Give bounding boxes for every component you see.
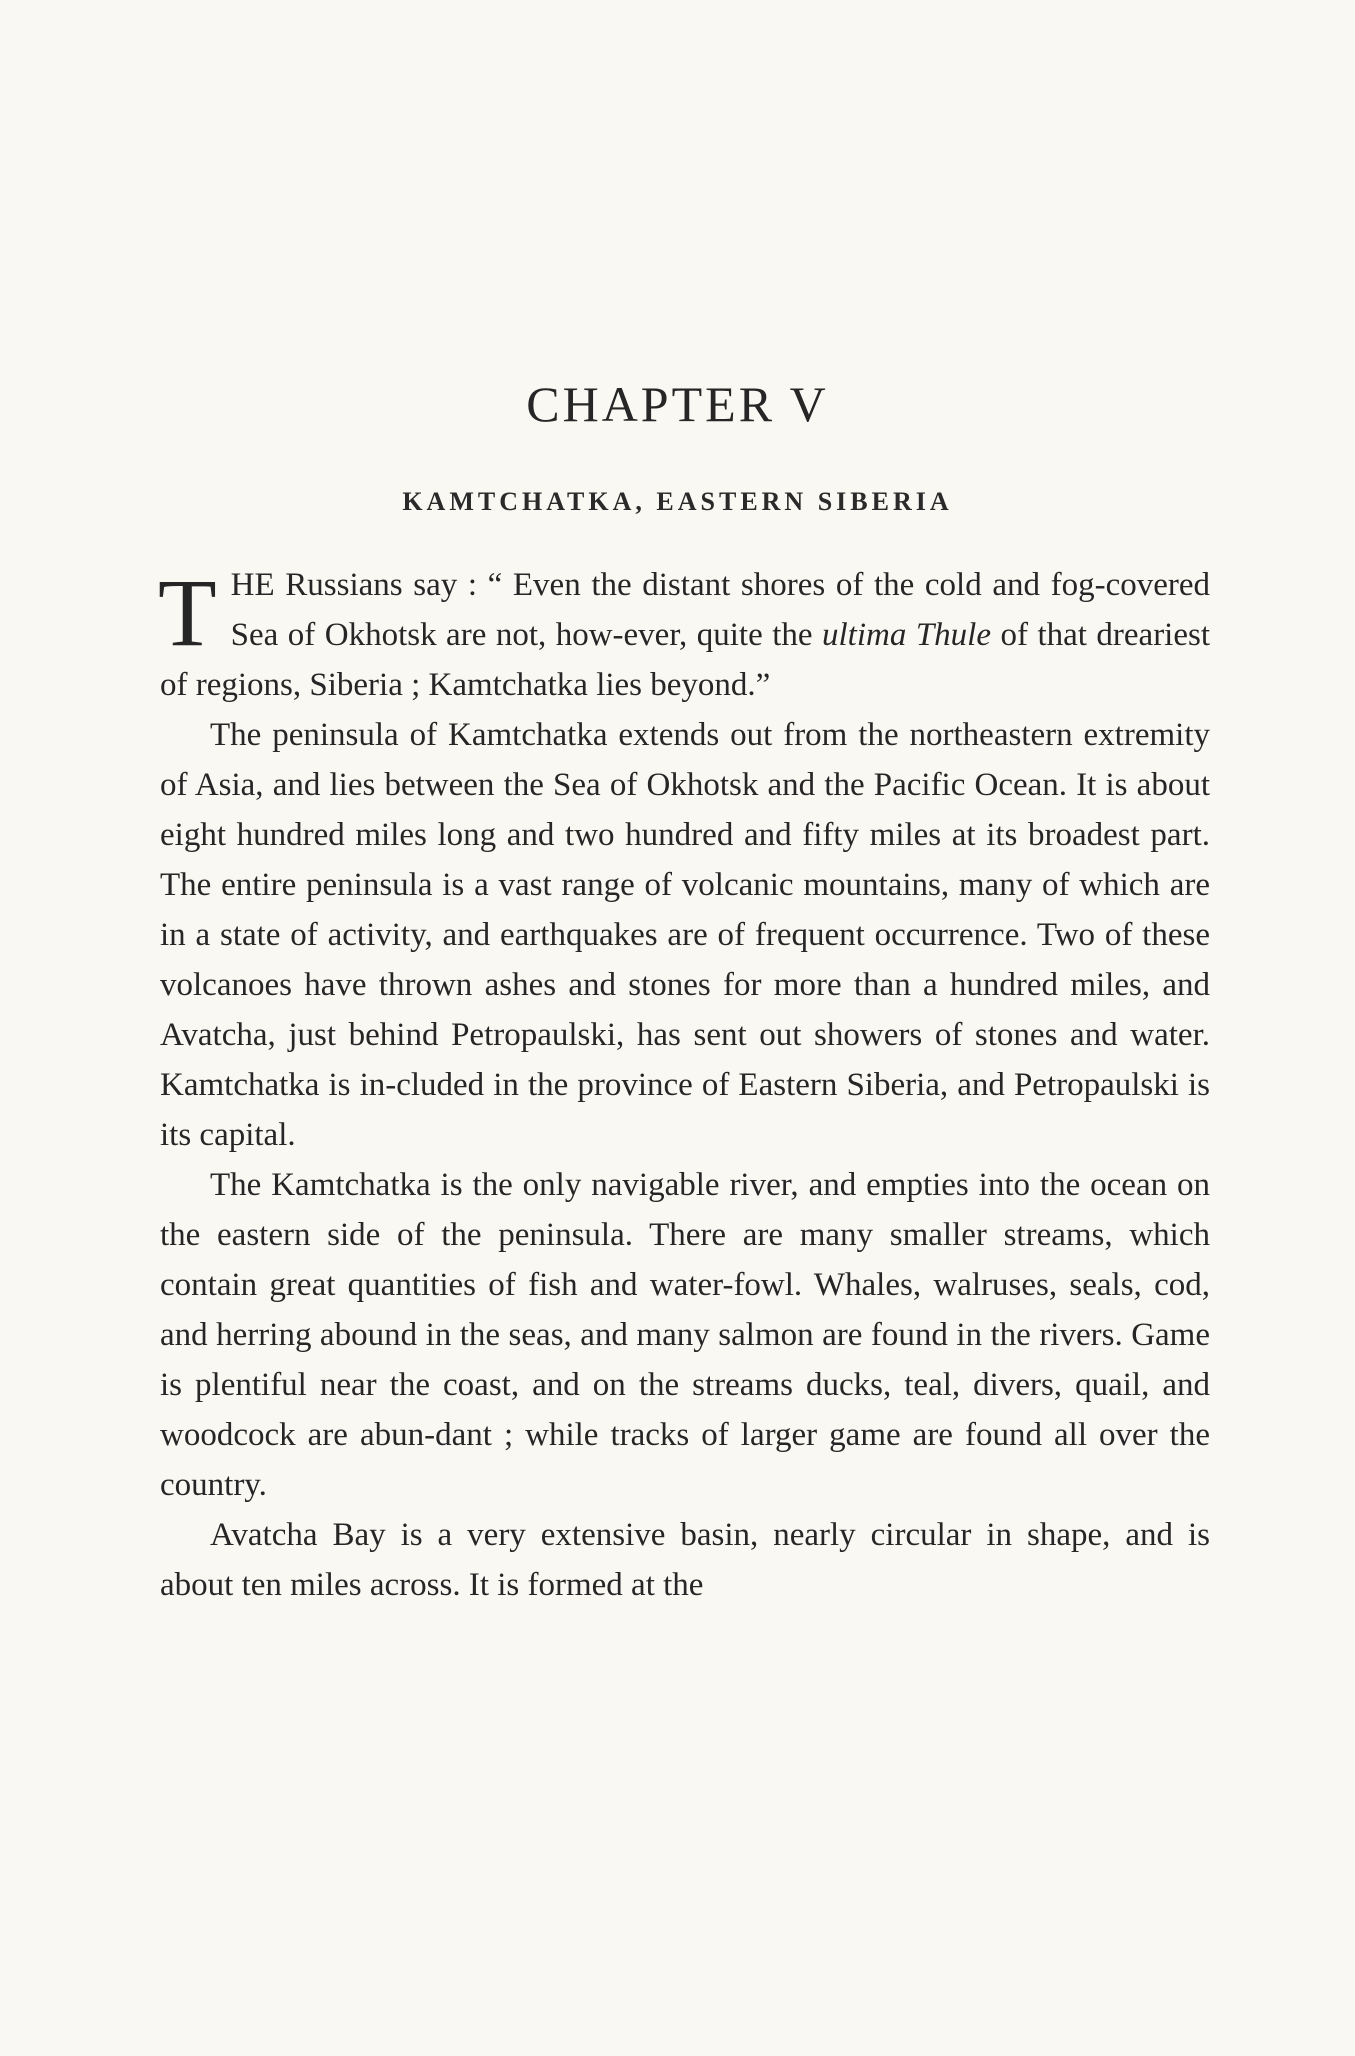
chapter-subtitle: KAMTCHATKA, EASTERN SIBERIA xyxy=(402,487,953,516)
chapter-title: CHAPTER V xyxy=(526,376,829,432)
paragraph-1-lead: HE Russians say : “ Even the distant shores of the cold and fog-covered Sea of Okhotsk are not, how-ever, quite the xyxy=(230,567,1210,653)
paragraph-1 xyxy=(160,560,1210,710)
paragraph-1-italic: ultima Thule xyxy=(822,617,991,653)
paragraph-2: The peninsula of Kamtchatka extends out from the northeastern extremity of Asia, and lies between the Sea of Okhotsk and the Pacific Ocean. It is about eight hundred miles long and two hundred and fifty miles at its broadest part. The entire peninsula is a vast range of volcanic mountains, many of which are in a state of activity, and earthquakes are of frequent occurrence. Two of these volcanoes have thrown ashes and stones for more than a hundred miles, and Avatcha, just behind Petropaulski, has sent out showers of stones and water. Kamtchatka is in-cluded in the province of Eastern Siberia, and Petropaulski is its capital. xyxy=(160,717,1210,1153)
paragraph-1-rest: of that dreariest of regions, Siberia ; Kamtchatka lies beyond.” xyxy=(160,617,1211,703)
chapter-body xyxy=(160,560,1210,1610)
paragraph-4: Avatcha Bay is a very extensive basin, nearly circular in shape, and is about ten miles across. It is formed at the xyxy=(160,1517,1210,1603)
drop-cap: T xyxy=(158,559,217,666)
paragraph-3: The Kamtchatka is the only navigable river, and empties into the ocean on the eastern side of the peninsula. There are many smaller streams, which contain great quantities of fish and water-fowl. Whales, walruses, seals, cod, and herring abound in the seas, and many salmon are found in the rivers. Game is plentiful near the coast, and on the streams ducks, teal, divers, quail, and woodcock are abun-dant ; while tracks of larger game are found all over the country. xyxy=(160,1167,1210,1503)
